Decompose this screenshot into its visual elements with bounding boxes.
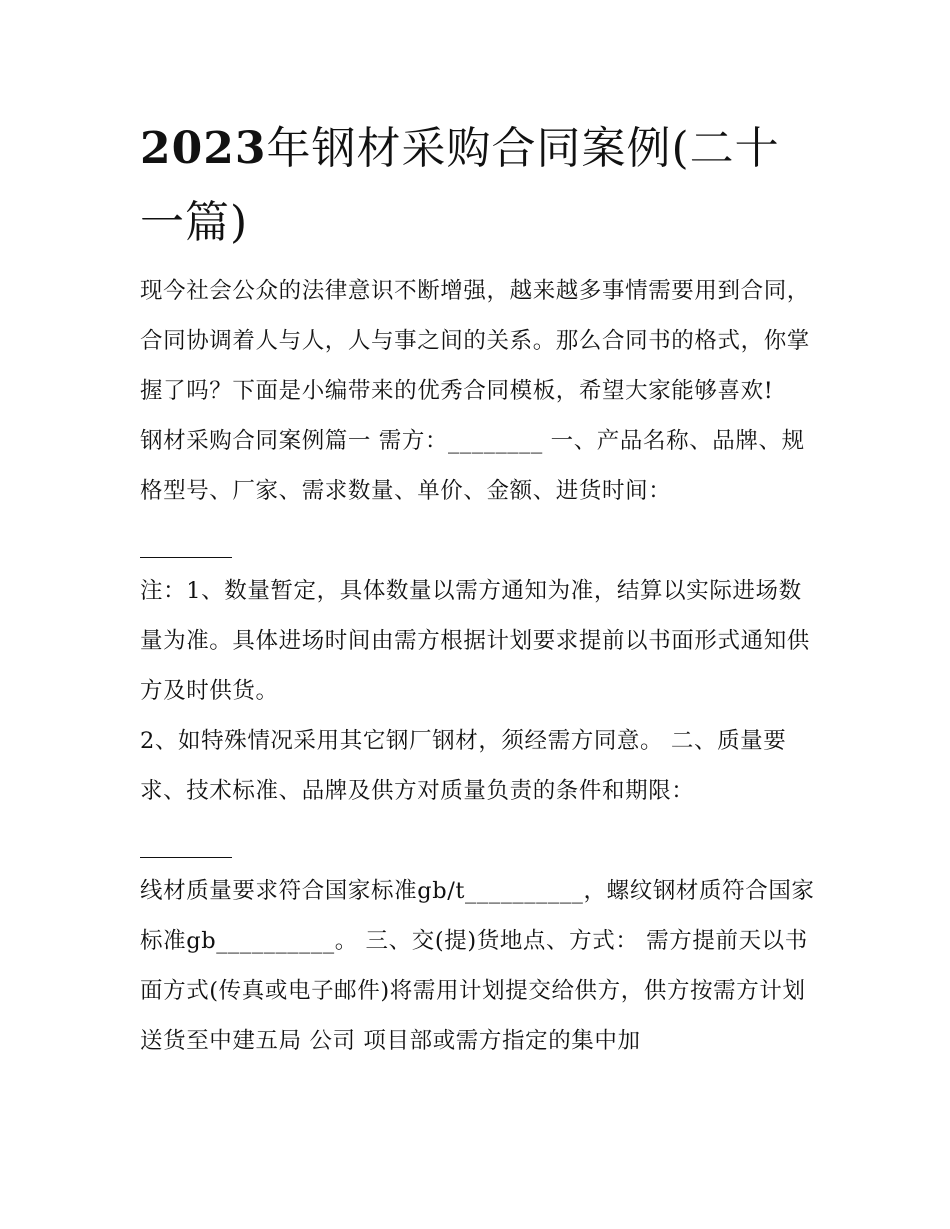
blank-underline-1	[140, 557, 232, 558]
title-year: 2023	[140, 123, 267, 174]
note-two-paragraph: 2、如特殊情况采用其它钢厂钢材，须经需方同意。 二、质量要求、技术标准、品牌及供方对质量负责的条件和期限：	[140, 728, 787, 804]
blank-line-2	[140, 816, 815, 866]
title-text: 年钢材采购合同案例(二十一篇)	[140, 123, 780, 248]
blank-line-1	[140, 516, 815, 566]
section-one-heading: 钢材采购合同案例篇一 需方：________ 一、产品名称、品牌、规格型号、厂家、需求数量、单价、金额、进货时间：	[140, 428, 805, 504]
intro-paragraph: 现今社会公众的法律意识不断增强，越来越多事情需要用到合同，合同协调着人与人，人与事之间的关系。那么合同书的格式，你掌握了吗？下面是小编带来的优秀合同模板，希望大家能够喜欢!	[140, 278, 810, 404]
blank-underline-2	[140, 857, 232, 858]
quality-paragraph: 线材质量要求符合国家标准gb/t__________，螺纹钢材质符合国家标准gb__________。 三、交(提)货地点、方式： 需方提前天以书面方式(传真或电子邮件)将需用计划提交给供方，供方按需方计划送货至中建五局 公司 项目部或需方指定的集中加	[140, 878, 815, 1054]
document-title	[140, 112, 815, 260]
note-one-paragraph: 注：1、数量暂定，具体数量以需方通知为准，结算以实际进场数量为准。具体进场时间由需方根据计划要求提前以书面形式通知供方及时供货。	[140, 578, 810, 704]
document-page	[140, 112, 815, 1066]
